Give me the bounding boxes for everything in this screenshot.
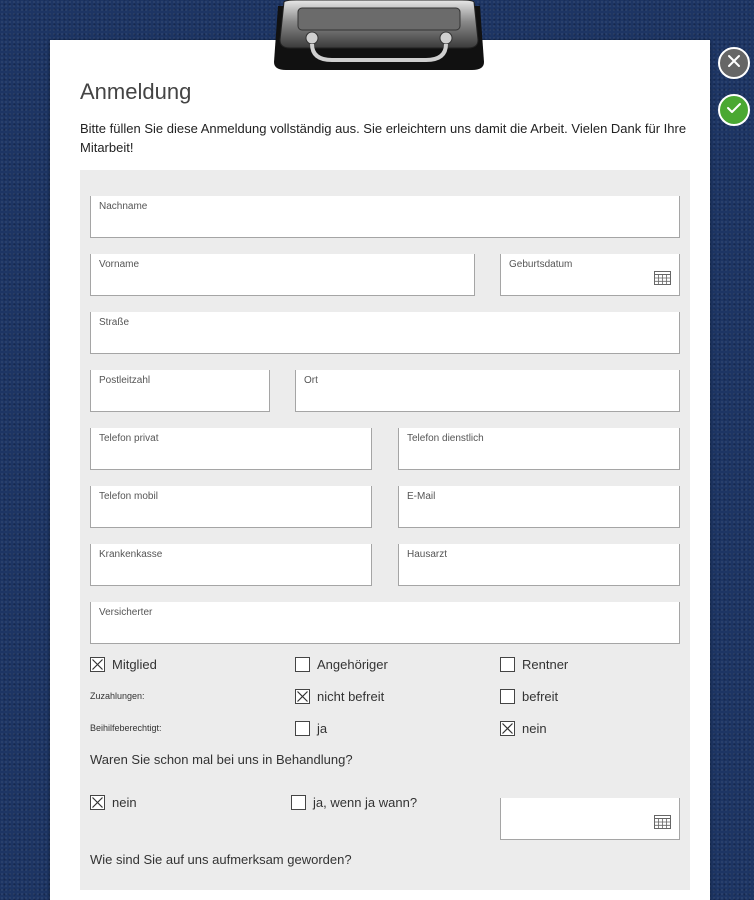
checkbox-behandlung-nein-box[interactable] <box>90 795 105 810</box>
geburtsdatum-label: Geburtsdatum <box>509 259 573 270</box>
krankenkasse-label: Krankenkasse <box>99 549 163 560</box>
nachname-field[interactable] <box>90 196 680 238</box>
checkbox-nicht-befreit-box[interactable] <box>295 689 310 704</box>
close-icon <box>727 54 741 73</box>
intro-text: Bitte füllen Sie diese Anmeldung vollständig aus. Sie erleichtern uns damit die Arbeit. Vielen Dank für Ihre Mitarbeit! <box>80 121 687 155</box>
telefon-privat-field[interactable] <box>90 428 372 470</box>
behandlung-question: Waren Sie schon mal bei uns in Behandlung? <box>90 752 353 767</box>
calendar-icon[interactable] <box>654 270 671 290</box>
checkbox-mitglied-label: Mitglied <box>112 657 157 672</box>
form-area <box>80 170 690 890</box>
email-label: E-Mail <box>407 491 436 502</box>
checkbox-nicht-befreit-label: nicht befreit <box>317 689 385 704</box>
checkbox-angehoeriger-box[interactable] <box>295 657 310 672</box>
checkbox-beihilfe-ja-label: ja <box>317 721 328 736</box>
checkbox-angehoeriger-label: Angehöriger <box>317 657 388 672</box>
zuzahlungen-label: Zuzahlungen: <box>90 691 145 701</box>
versicherter-field[interactable] <box>90 602 680 644</box>
strasse-label: Straße <box>99 317 130 328</box>
clipboard-clip <box>272 0 486 72</box>
confirm-button[interactable] <box>718 94 750 126</box>
checkbox-beihilfe-ja[interactable] <box>295 721 327 736</box>
krankenkasse-field[interactable] <box>90 544 372 586</box>
postleitzahl-label: Postleitzahl <box>99 375 151 386</box>
checkbox-behandlung-nein[interactable] <box>90 795 137 810</box>
close-button[interactable] <box>718 47 750 79</box>
checkbox-mitglied[interactable] <box>90 657 157 672</box>
ort-field[interactable] <box>295 370 680 412</box>
checkbox-rentner[interactable] <box>500 657 568 672</box>
behandlung-datum-field[interactable] <box>500 798 680 840</box>
telefon-privat-label: Telefon privat <box>99 433 159 444</box>
checkbox-befreit-label: befreit <box>522 689 559 704</box>
calendar-icon[interactable] <box>654 814 671 834</box>
telefon-dienstlich-label: Telefon dienstlich <box>407 433 484 444</box>
page-title: Anmeldung <box>80 79 192 104</box>
telefon-mobil-field[interactable] <box>90 486 372 528</box>
checkbox-behandlung-nein-label: nein <box>112 795 137 810</box>
checkbox-rentner-box[interactable] <box>500 657 515 672</box>
hausarzt-field[interactable] <box>398 544 680 586</box>
hausarzt-label: Hausarzt <box>407 549 448 560</box>
checkbox-angehoeriger[interactable] <box>295 657 388 672</box>
email-field[interactable] <box>398 486 680 528</box>
checkbox-mitglied-box[interactable] <box>90 657 105 672</box>
nachname-label: Nachname <box>99 201 148 212</box>
checkbox-befreit[interactable] <box>500 689 558 704</box>
geburtsdatum-field[interactable] <box>500 254 680 296</box>
checkmark-x-icon <box>501 722 514 735</box>
telefon-mobil-label: Telefon mobil <box>99 491 158 502</box>
checkbox-behandlung-ja[interactable] <box>291 795 417 810</box>
checkbox-behandlung-ja-box[interactable] <box>291 795 306 810</box>
vorname-field[interactable] <box>90 254 475 296</box>
checkbox-beihilfe-ja-box[interactable] <box>295 721 310 736</box>
aufmerksam-question: Wie sind Sie auf uns aufmerksam geworden? <box>90 852 352 867</box>
check-icon <box>726 101 742 120</box>
ort-label: Ort <box>304 375 318 386</box>
vorname-label: Vorname <box>99 259 140 270</box>
checkbox-beihilfe-nein-box[interactable] <box>500 721 515 736</box>
strasse-field[interactable] <box>90 312 680 354</box>
checkbox-befreit-box[interactable] <box>500 689 515 704</box>
checkmark-x-icon <box>296 690 309 703</box>
checkmark-x-icon <box>91 796 104 809</box>
postleitzahl-field[interactable] <box>90 370 270 412</box>
checkbox-nicht-befreit[interactable] <box>295 689 384 704</box>
checkbox-beihilfe-nein-label: nein <box>522 721 547 736</box>
telefon-dienstlich-field[interactable] <box>398 428 680 470</box>
checkbox-beihilfe-nein[interactable] <box>500 721 547 736</box>
beihilfe-label: Beihilfeberechtigt: <box>90 723 162 733</box>
checkbox-rentner-label: Rentner <box>522 657 569 672</box>
checkbox-behandlung-ja-label: ja, wenn ja wann? <box>313 795 418 810</box>
versicherter-label: Versicherter <box>99 607 153 618</box>
checkmark-x-icon <box>91 658 104 671</box>
